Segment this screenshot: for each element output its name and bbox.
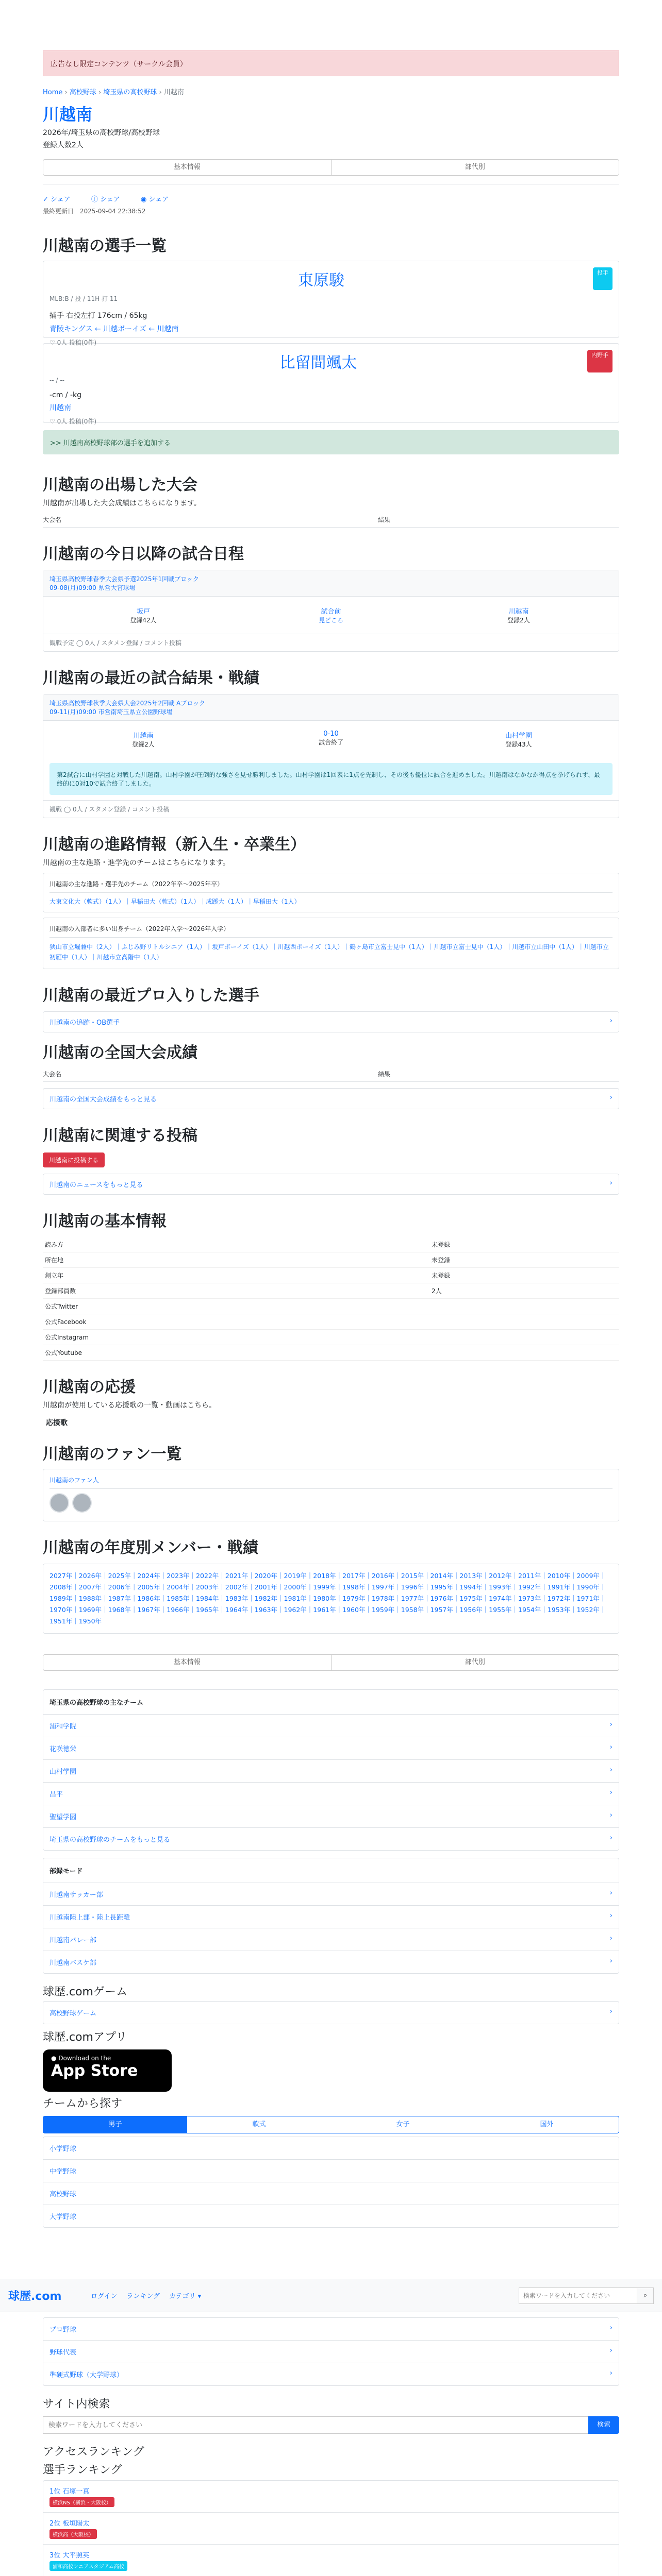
player-teams[interactable]: 青陵キングス ← 川越ボーイズ ← 川越南 bbox=[49, 325, 179, 333]
tab-soft[interactable]: 軟式 bbox=[252, 2121, 266, 2128]
home-team[interactable]: 坂戸 bbox=[136, 608, 150, 616]
school-desc: 2026年/埼玉県の高校野球/高校野球 bbox=[43, 129, 160, 137]
schedule-heading: 川越南の今日以降の試合日程 bbox=[43, 545, 244, 563]
breadcrumb-current: 川越南 bbox=[163, 89, 184, 96]
support-heading: 川越南の応援 bbox=[43, 1378, 136, 1396]
player-body: 捕手 右投左打 176cm / 65kg bbox=[49, 312, 147, 320]
list-item[interactable]: 花咲徳栄 › bbox=[43, 1737, 619, 1760]
list-item[interactable]: 大学野球 bbox=[49, 2213, 77, 2221]
nav-list bbox=[43, 2317, 619, 2386]
tab-male[interactable]: 男子 bbox=[43, 2116, 187, 2133]
support-text: 川越南が使用している応援歌の一覧・動画はこちら。 bbox=[43, 1401, 216, 1410]
list-item[interactable]: 山村学園 › bbox=[43, 1760, 619, 1783]
result-card[interactable]: 埼玉県高校野球秋季大会県大会2025年2回戦 Aブロック 09-11(月)09:00 市営南埼玉県立公園野球場 川越南 登録2人 0-10 試合終了 山村学園 登録43人 第2試合に山村学園と対戦した川越南。山村学園が圧倒的な強さを見せ勝利しました。山村学園は1回表に1点を先制し、その後も優位に試合を進めました。川越南はなかなか得点を挙げられず、最終的に0対10で試合終了しました。 観戦 ◯ 0人 / スタメン登録 / コメント投稿 bbox=[43, 694, 619, 818]
game-heading: 球歴.comゲーム bbox=[43, 1986, 127, 1998]
tournaments-heading: 川越南の出場した大会 bbox=[43, 476, 197, 494]
ranking-item[interactable]: 3位 大平照英 浦和高校シニアスタジアム高校 bbox=[43, 2545, 619, 2576]
share-twitter[interactable]: ✓ シェア bbox=[43, 196, 71, 204]
schedule-card[interactable]: 埼玉県高校野球春季大会県予選2025年1回戦ブロック 09-08(月)09:00 県営大宮球場 坂戸 登録42人 試合前 見どころ 川越南 登録2人 観戦予定 ◯ 0人 / スタメン登録 / コメント投稿 bbox=[43, 570, 619, 652]
add-player-link[interactable]: >> 川越南高校野球部の選手を追加する bbox=[43, 430, 619, 454]
tab-basic[interactable]: 基本情報 bbox=[43, 160, 332, 175]
player-teams[interactable]: 川越南 bbox=[49, 404, 71, 412]
list-item[interactable]: 川越南サッカー部 › bbox=[43, 1883, 619, 1906]
list-item[interactable]: 野球代表 › bbox=[43, 2341, 619, 2363]
school-members: 登録人数2人 bbox=[43, 141, 84, 149]
player-body: -cm / -kg bbox=[49, 391, 82, 399]
national-more-link[interactable]: 川越南の全国大会成績をもっと見る › bbox=[43, 1088, 619, 1109]
position-badge: 内野手 bbox=[587, 350, 613, 372]
fans-link[interactable]: 川越南のファン人 bbox=[49, 1477, 99, 1484]
table-row: 所在地 未登録 bbox=[43, 1252, 619, 1268]
list-item[interactable]: 聖望学園 › bbox=[43, 1805, 619, 1828]
result-header[interactable]: 埼玉県高校野球秋季大会県大会2025年2回戦 Aブロック 09-11(月)09:00 市営南埼玉県立公園野球場 bbox=[43, 694, 619, 721]
share-facebook[interactable]: ⓕ シェア bbox=[91, 196, 120, 204]
player-info: -- / -- bbox=[49, 377, 64, 384]
nav-search-input[interactable] bbox=[519, 2287, 637, 2304]
player-name[interactable]: 東原駿 bbox=[298, 272, 344, 290]
list-item[interactable]: 昌平 › bbox=[43, 1783, 619, 1805]
ranking-item[interactable]: 1位 石塚一真 横浜NS（横浜・大阪校） bbox=[43, 2481, 619, 2513]
access-ranking-heading: アクセスランキング bbox=[43, 2446, 144, 2459]
player-info: MLB:B / 投 / 11H 打 11 bbox=[49, 295, 118, 302]
player-likes[interactable]: ♡ 0人 投稿(0件) bbox=[49, 418, 97, 425]
breadcrumb: Home › 高校野球 › 埼玉県の高校野球 › 川越南 bbox=[43, 89, 184, 96]
list-item[interactable]: 中学野球 bbox=[43, 2160, 619, 2182]
career-box: 川越南の主な進路・選手先のチーム（2022年卒〜2025年卒） 大東文化大（軟式）（1人）｜早稲田大（軟式）（1人）｜成蹊大（1人）｜早稲田大（1人） bbox=[43, 873, 619, 912]
national-heading: 川越南の全国大会成績 bbox=[43, 1044, 197, 1062]
player-card[interactable] bbox=[43, 343, 619, 423]
career-text: 川越南の主な進路・進学先のチームはこちらになります。 bbox=[43, 859, 230, 867]
player-likes[interactable]: ♡ 0人 投稿(0件) bbox=[49, 339, 97, 346]
other-clubs-list: 部録モード 川越南サッカー部 › 川越南陸上部・陸上長距離 › 川越南バレー部 › 川越南バスケ部 › bbox=[43, 1858, 619, 1974]
basic-info-table bbox=[43, 1237, 619, 1361]
site-search-input[interactable] bbox=[43, 2416, 588, 2434]
ranking-item[interactable]: 2位 板垣陽太 横浜高（大阪校） bbox=[43, 2513, 619, 2545]
table-row: 公式Youtube bbox=[43, 1345, 619, 1361]
breadcrumb-home[interactable]: Home bbox=[43, 89, 63, 96]
away-team[interactable]: 山村学園 bbox=[505, 732, 532, 740]
schedule-footer[interactable]: 観戦予定 ◯ 0人 / スタメン登録 / コメント投稿 bbox=[43, 634, 619, 651]
player-card[interactable] bbox=[43, 261, 619, 346]
list-item[interactable]: 準硬式野球（大学野球） › bbox=[49, 2369, 613, 2379]
apple-icon: ● bbox=[51, 2055, 57, 2062]
schedule-header[interactable]: 埼玉県高校野球春季大会県予選2025年1回戦ブロック 09-08(月)09:00 県営大宮球場 bbox=[43, 570, 619, 597]
career-teams[interactable]: 大東文化大（軟式）（1人）｜早稲田大（軟式）（1人）｜成蹊大（1人）｜早稲田大（1人） bbox=[49, 898, 301, 905]
avatar[interactable] bbox=[72, 1493, 92, 1513]
share-line[interactable]: ◉ シェア bbox=[140, 196, 169, 204]
player-name[interactable]: 比留間颯太 bbox=[279, 354, 357, 372]
tab-female[interactable]: 女子 bbox=[396, 2121, 410, 2128]
list-item[interactable]: 高校野球ゲーム › bbox=[49, 2008, 613, 2018]
nav-ranking[interactable]: ランキング bbox=[126, 2293, 160, 2300]
site-search-button[interactable]: 検索 bbox=[588, 2416, 619, 2434]
list-item[interactable]: 川越南バレー部 › bbox=[43, 1928, 619, 1951]
sticky-navbar bbox=[0, 2279, 662, 2312]
nav-category[interactable]: カテゴリ ▾ bbox=[169, 2293, 202, 2300]
support-label[interactable]: 応援歌 bbox=[46, 1419, 68, 1427]
share-bar bbox=[43, 194, 619, 204]
tab-basic[interactable]: 基本情報 bbox=[43, 1655, 332, 1670]
tab-overseas[interactable]: 国外 bbox=[540, 2121, 554, 2128]
list-item[interactable]: プロ野球 › bbox=[43, 2318, 619, 2341]
app-heading: 球歴.comアプリ bbox=[43, 2031, 127, 2044]
last-updated: 最終更新日 2025-09-04 22:38:52 bbox=[43, 208, 146, 215]
career-heading: 川越南の進路情報（新入生・卒業生） bbox=[43, 836, 306, 854]
origin-teams[interactable]: 狭山市立堀兼中（2人）｜ふじみ野リトルシニア（1人）｜坂戸ボーイズ（1人）｜川越西ボーイズ（1人）｜鶴ヶ島市立富士見中（1人）｜川越市立富士見中（1人）｜川越市立山田中（1人）｜川越市立初雁中（1人）｜川越市立高階中（1人） bbox=[49, 943, 609, 961]
search-icon[interactable]: ⌕ bbox=[637, 2287, 654, 2304]
fans-heading: 川越南のファン一覧 bbox=[43, 1445, 182, 1463]
basic-heading: 川越南の基本情報 bbox=[43, 1212, 167, 1230]
breadcrumb-saitama[interactable]: 埼玉県の高校野球 bbox=[103, 89, 157, 96]
pro-heading: 川越南の最近プロ入りした選手 bbox=[43, 987, 259, 1005]
yearly-heading: 川越南の年度別メンバー・戦績 bbox=[43, 1539, 258, 1557]
news-more-link[interactable]: 川越南のニュースをもっと見る › bbox=[43, 1174, 619, 1195]
breadcrumb-hs-baseball[interactable]: 高校野球 bbox=[69, 89, 96, 96]
result-footer[interactable]: 観戦 ◯ 0人 / スタメン登録 / コメント投稿 bbox=[43, 800, 619, 818]
result-summary: 第2試合に山村学園と対戦した川越南。山村学園が圧倒的な強さを見せ勝利しました。山村学園は1回表に1点を先制し、その後も優位に試合を進めました。川越南はなかなか得点を挙げられず、最終的に0対10で試合終了しました。 bbox=[49, 763, 613, 795]
table-row: 公式Twitter bbox=[43, 1299, 619, 1314]
players-heading: 川越南の選手一覧 bbox=[43, 237, 167, 255]
year-links[interactable]: 2027年｜2026年｜2025年｜2024年｜2023年｜2022年｜2021年｜2020年｜2019年｜2018年｜2017年｜2016年｜2015年｜2014年｜2013年｜2012年｜2011年｜2010年｜2009年｜2008年｜2007年｜2006年｜2005年｜2004年｜2003年｜2002年｜2001年｜2000年｜1999年｜1998年｜1997年｜1996年｜1995年｜1994年｜1993年｜1992年｜1991年｜1990年｜1989年｜1988年｜1987年｜1986年｜1985年｜1984年｜1983年｜1982年｜1981年｜1980年｜1979年｜1978年｜1977年｜1976年｜1975年｜1974年｜1973年｜1972年｜1971年｜1970年｜1969年｜1968年｜1967年｜1966年｜1965年｜1964年｜1963年｜1962年｜1961年｜1960年｜1959年｜1958年｜1957年｜1956年｜1955年｜1954年｜1953年｜1952年｜1951年｜1950年 bbox=[43, 1564, 619, 1634]
tournaments-text: 川越南が出場した大会成績はこちらになります。 bbox=[43, 499, 201, 507]
tournament-table-header: 大会名 結果 bbox=[43, 515, 619, 528]
tab-by-year[interactable]: 部代別 bbox=[465, 1658, 485, 1666]
list-item[interactable]: 埼玉県の高校野球のチームをもっと見る › bbox=[49, 1834, 613, 1844]
home-team[interactable]: 川越南 bbox=[133, 732, 154, 740]
fans-box bbox=[43, 1469, 619, 1521]
origin-box: 川越南の入部者に多い出身チーム（2022年入学〜2026年入学） 狭山市立堀兼中（2人）｜ふじみ野リトルシニア（1人）｜坂戸ボーイズ（1人）｜川越西ボーイズ（1人）｜鶴ヶ島市立富士見中（1人）｜川越市立富士見中（1人）｜川越市立山田中（1人）｜川越市立初雁中（1人）｜川越市立高階中（1人） bbox=[43, 918, 619, 969]
list-item[interactable]: 浦和学院 › bbox=[43, 1715, 619, 1737]
away-team[interactable]: 川越南 bbox=[508, 608, 529, 616]
tab-by-year[interactable]: 部代別 bbox=[465, 163, 485, 171]
main-teams-list: 埼玉県の高校野球の主なチーム 浦和学院 › 花咲徳栄 › 山村学園 › 昌平 › 聖望学園 › 埼玉県の高校野球のチームをもっと見る › bbox=[43, 1689, 619, 1851]
score: 0-10 bbox=[323, 730, 339, 738]
pro-link[interactable]: 川越南の追跡・OB選手 › bbox=[43, 1011, 619, 1032]
post-button[interactable]: 川越南に投稿する bbox=[43, 1153, 105, 1167]
category-heading: チームから探す bbox=[43, 2097, 123, 2110]
list-item[interactable]: 高校野球 bbox=[43, 2182, 619, 2205]
bottom-tab-bar bbox=[43, 1654, 619, 1671]
tab-bar bbox=[43, 159, 619, 176]
player-ranking-list bbox=[43, 2480, 619, 2576]
national-table-header: 大会名 結果 bbox=[43, 1070, 619, 1082]
nav-login[interactable]: ログイン bbox=[91, 2293, 118, 2300]
site-logo[interactable]: 球歴.com bbox=[8, 2290, 62, 2303]
category-list bbox=[43, 2137, 619, 2228]
posts-heading: 川越南に関連する投稿 bbox=[43, 1127, 197, 1145]
table-row: 読み方 未登録 bbox=[43, 1237, 619, 1252]
game-list bbox=[43, 2001, 619, 2024]
list-item[interactable]: 川越南バスケ部 › bbox=[49, 1957, 613, 1967]
page-title: 川越南 bbox=[43, 105, 93, 124]
position-badge: 投手 bbox=[593, 267, 613, 290]
list-item[interactable]: 川越南陸上部・陸上長距離 › bbox=[43, 1906, 619, 1928]
list-item[interactable]: 小学野球 bbox=[43, 2137, 619, 2160]
table-row: 公式Facebook bbox=[43, 1314, 619, 1330]
match-status: 試合前 bbox=[321, 608, 341, 616]
table-row: 登録部員数 2人 bbox=[43, 1283, 619, 1299]
ad-notice[interactable]: 広告なし限定コンテンツ（サークル会員） bbox=[43, 50, 619, 76]
site-search-heading: サイト内検索 bbox=[43, 2398, 110, 2411]
table-row: 創立年 未登録 bbox=[43, 1268, 619, 1283]
player-ranking-heading: 選手ランキング bbox=[43, 2464, 122, 2477]
avatar[interactable] bbox=[49, 1493, 69, 1513]
table-row: 公式Instagram bbox=[43, 1330, 619, 1345]
category-tabs bbox=[43, 2116, 619, 2133]
app-store-button[interactable]: ● Download on the App Store bbox=[43, 2049, 172, 2092]
results-heading: 川越南の最近の試合結果・戦績 bbox=[43, 669, 259, 687]
